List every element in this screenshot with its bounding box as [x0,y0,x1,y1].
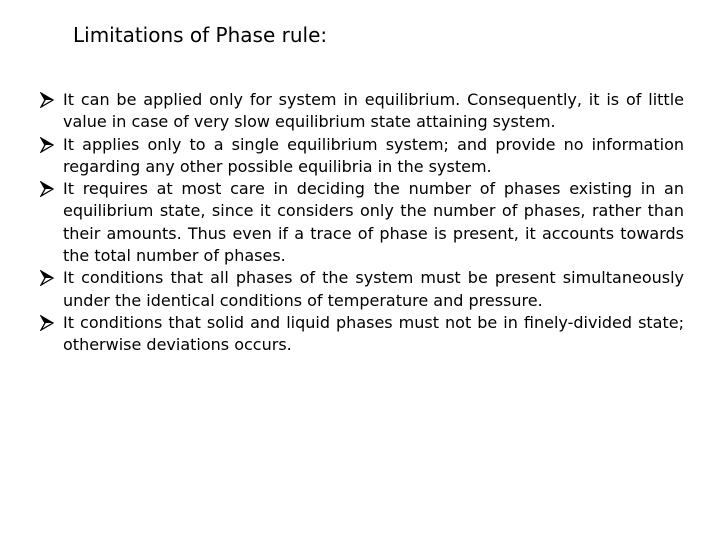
list-item [40,312,684,357]
arrow-bullet-icon [40,181,54,197]
list-item-text: It conditions that all phases of the system must be present simultaneously under the identical conditions of temperature and pressure. [63,268,684,310]
list-item-text: It conditions that solid and liquid phases must not be in finely-divided state; otherwise deviations occurs. [63,312,684,355]
list-item [40,89,684,134]
slide-title: Limitations of Phase rule: [73,23,328,47]
arrow-bullet-icon [40,137,54,153]
list-item-text: It applies only to a single equilibrium system; and provide no information regarding any other possible equilibria in the system. [63,134,684,176]
list-item [40,178,684,267]
list-item [40,267,684,312]
list-item-text: It can be applied only for system in equilibrium. Consequently, it is of little value in case of very slow equilibrium state attaining system. [63,90,684,132]
arrow-bullet-icon [40,315,54,331]
list-item-text: It requires at most care in deciding the number of phases existing in an equilibrium state, since it considers only the number of phases, rather than their amounts. Thus even if a trace of phase is present, it accounts towards the total number of phases. [63,179,684,266]
bullet-list [40,89,684,357]
arrow-bullet-icon [40,92,54,108]
arrow-bullet-icon [40,270,54,286]
list-item [40,134,684,179]
